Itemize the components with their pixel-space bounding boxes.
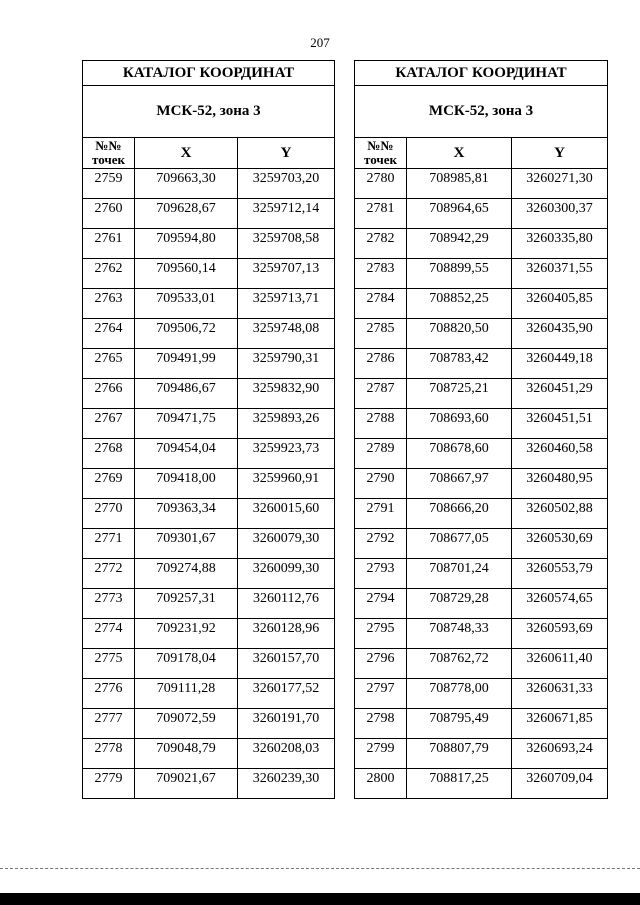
point-number-cell: 2766 [83,379,135,409]
table-row [355,529,608,559]
x-coordinate-cell: 709111,28 [135,679,238,709]
x-coordinate-cell: 708667,97 [407,469,512,499]
table-row [355,619,608,649]
point-number-cell: 2789 [355,439,407,469]
y-coordinate-cell: 3260460,58 [512,439,608,469]
point-number-cell: 2767 [83,409,135,439]
table-row [83,709,335,739]
catalog-title: КАТАЛОГ КООРДИНАТ [83,61,335,86]
table-row [355,439,608,469]
table-row [355,559,608,589]
y-coordinate-cell: 3260271,30 [512,169,608,199]
y-header: Y [512,138,608,169]
point-number-cell: 2788 [355,409,407,439]
point-number-header: №№ точек [355,138,407,169]
y-coordinate-cell: 3260574,65 [512,589,608,619]
y-coordinate-cell: 3260631,33 [512,679,608,709]
point-number-cell: 2776 [83,679,135,709]
table-row [83,199,335,229]
table-row [355,469,608,499]
coordinate-system-zone: МСК-52, зона 3 [83,86,335,138]
x-coordinate-cell: 708678,60 [407,439,512,469]
point-number-cell: 2787 [355,379,407,409]
point-number-cell: 2781 [355,199,407,229]
table-row [355,739,608,769]
x-coordinate-cell: 708729,28 [407,589,512,619]
y-coordinate-cell: 3260300,37 [512,199,608,229]
point-number-cell: 2762 [83,259,135,289]
table-row [83,679,335,709]
x-coordinate-cell: 709486,67 [135,379,238,409]
y-coordinate-cell: 3260553,79 [512,559,608,589]
point-number-cell: 2791 [355,499,407,529]
point-number-cell: 2779 [83,769,135,799]
point-number-cell: 2765 [83,349,135,379]
left-table-body [83,61,335,799]
x-coordinate-cell: 709628,67 [135,199,238,229]
x-coordinate-cell: 708820,50 [407,319,512,349]
y-coordinate-cell: 3260611,40 [512,649,608,679]
table-row [83,739,335,769]
point-number-cell: 2775 [83,649,135,679]
point-number-cell: 2786 [355,349,407,379]
y-coordinate-cell: 3260502,88 [512,499,608,529]
table-row [355,199,608,229]
x-coordinate-cell: 708701,24 [407,559,512,589]
y-coordinate-cell: 3260015,60 [238,499,335,529]
y-coordinate-cell: 3260480,95 [512,469,608,499]
x-coordinate-cell: 709560,14 [135,259,238,289]
table-row [83,349,335,379]
y-coordinate-cell: 3259712,14 [238,199,335,229]
y-coordinate-cell: 3259713,71 [238,289,335,319]
point-number-cell: 2764 [83,319,135,349]
y-coordinate-cell: 3260191,70 [238,709,335,739]
point-number-cell: 2770 [83,499,135,529]
y-coordinate-cell: 3260593,69 [512,619,608,649]
point-number-cell: 2794 [355,589,407,619]
table-row [83,619,335,649]
x-coordinate-cell: 709072,59 [135,709,238,739]
table-row [83,499,335,529]
y-coordinate-cell: 3260451,51 [512,409,608,439]
table-row [355,709,608,739]
x-header: X [407,138,512,169]
point-number-cell: 2768 [83,439,135,469]
point-number-cell: 2792 [355,529,407,559]
point-number-cell: 2795 [355,619,407,649]
coordinate-system-zone: МСК-52, зона 3 [355,86,608,138]
x-coordinate-cell: 708942,29 [407,229,512,259]
x-coordinate-cell: 709274,88 [135,559,238,589]
page-number: 207 [310,35,330,50]
x-coordinate-cell: 708899,55 [407,259,512,289]
table-row [83,169,335,199]
x-coordinate-cell: 709048,79 [135,739,238,769]
x-header: X [135,138,238,169]
table-row [355,229,608,259]
x-coordinate-cell: 709021,67 [135,769,238,799]
x-coordinate-cell: 708852,25 [407,289,512,319]
table-row [83,439,335,469]
y-coordinate-cell: 3260693,24 [512,739,608,769]
x-coordinate-cell: 708964,65 [407,199,512,229]
x-coordinate-cell: 709231,92 [135,619,238,649]
point-number-cell: 2799 [355,739,407,769]
point-number-cell: 2793 [355,559,407,589]
x-coordinate-cell: 708666,20 [407,499,512,529]
point-number-cell: 2777 [83,709,135,739]
point-number-cell: 2763 [83,289,135,319]
table-row [83,589,335,619]
y-coordinate-cell: 3260079,30 [238,529,335,559]
point-number-cell: 2780 [355,169,407,199]
point-number-cell: 2772 [83,559,135,589]
point-number-cell: 2759 [83,169,135,199]
y-coordinate-cell: 3260335,80 [512,229,608,259]
y-header: Y [238,138,335,169]
table-row [83,229,335,259]
x-coordinate-cell: 709301,67 [135,529,238,559]
point-number-cell: 2797 [355,679,407,709]
page-bottom-rule [0,868,640,869]
table-row [83,559,335,589]
y-coordinate-cell: 3260435,90 [512,319,608,349]
table-row [83,769,335,799]
x-coordinate-cell: 709533,01 [135,289,238,319]
table-row [355,679,608,709]
x-coordinate-cell: 708693,60 [407,409,512,439]
y-coordinate-cell: 3260449,18 [512,349,608,379]
table-row [355,409,608,439]
point-number-cell: 2774 [83,619,135,649]
x-coordinate-cell: 708795,49 [407,709,512,739]
y-coordinate-cell: 3259923,73 [238,439,335,469]
point-number-header: №№ точек [83,138,135,169]
right-table-body [355,61,608,799]
x-coordinate-cell: 709454,04 [135,439,238,469]
x-coordinate-cell: 708748,33 [407,619,512,649]
table-row [355,769,608,799]
y-coordinate-cell: 3259748,08 [238,319,335,349]
y-coordinate-cell: 3260239,30 [238,769,335,799]
x-coordinate-cell: 708807,79 [407,739,512,769]
y-coordinate-cell: 3260128,96 [238,619,335,649]
table-row [83,319,335,349]
x-coordinate-cell: 709418,00 [135,469,238,499]
point-number-cell: 2790 [355,469,407,499]
table-row [355,349,608,379]
x-coordinate-cell: 709471,75 [135,409,238,439]
x-coordinate-cell: 708985,81 [407,169,512,199]
scan-edge-band [0,893,640,905]
x-coordinate-cell: 709594,80 [135,229,238,259]
x-coordinate-cell: 709178,04 [135,649,238,679]
y-coordinate-cell: 3260709,04 [512,769,608,799]
point-number-cell: 2782 [355,229,407,259]
y-coordinate-cell: 3259893,26 [238,409,335,439]
point-number-cell: 2798 [355,709,407,739]
table-row [355,259,608,289]
x-coordinate-cell: 709663,30 [135,169,238,199]
table-row [355,169,608,199]
table-row [83,469,335,499]
table-row [83,379,335,409]
point-number-cell: 2778 [83,739,135,769]
point-number-cell: 2773 [83,589,135,619]
table-row [83,649,335,679]
point-number-cell: 2769 [83,469,135,499]
x-coordinate-cell: 708778,00 [407,679,512,709]
x-coordinate-cell: 708677,05 [407,529,512,559]
y-coordinate-cell: 3259790,31 [238,349,335,379]
table-row [355,379,608,409]
point-number-cell: 2783 [355,259,407,289]
x-coordinate-cell: 709363,34 [135,499,238,529]
x-coordinate-cell: 709506,72 [135,319,238,349]
table-row [83,529,335,559]
point-number-cell: 2771 [83,529,135,559]
y-coordinate-cell: 3259832,90 [238,379,335,409]
y-coordinate-cell: 3259703,20 [238,169,335,199]
point-number-cell: 2785 [355,319,407,349]
table-row [355,499,608,529]
y-coordinate-cell: 3260177,52 [238,679,335,709]
point-number-cell: 2784 [355,289,407,319]
point-number-cell: 2760 [83,199,135,229]
y-coordinate-cell: 3259708,58 [238,229,335,259]
y-coordinate-cell: 3260112,76 [238,589,335,619]
table-row [83,289,335,319]
table-row [355,649,608,679]
coordinate-catalog-table-right [354,60,608,799]
y-coordinate-cell: 3260371,55 [512,259,608,289]
x-coordinate-cell: 709491,99 [135,349,238,379]
x-coordinate-cell: 708725,21 [407,379,512,409]
y-coordinate-cell: 3260530,69 [512,529,608,559]
y-coordinate-cell: 3260671,85 [512,709,608,739]
x-coordinate-cell: 708783,42 [407,349,512,379]
point-number-cell: 2796 [355,649,407,679]
y-coordinate-cell: 3259960,91 [238,469,335,499]
x-coordinate-cell: 708817,25 [407,769,512,799]
x-coordinate-cell: 709257,31 [135,589,238,619]
y-coordinate-cell: 3260157,70 [238,649,335,679]
y-coordinate-cell: 3260099,30 [238,559,335,589]
y-coordinate-cell: 3260208,03 [238,739,335,769]
table-row [355,589,608,619]
table-row [355,289,608,319]
y-coordinate-cell: 3260405,85 [512,289,608,319]
point-number-cell: 2800 [355,769,407,799]
table-row [83,259,335,289]
table-row [355,319,608,349]
catalog-title: КАТАЛОГ КООРДИНАТ [355,61,608,86]
y-coordinate-cell: 3259707,13 [238,259,335,289]
coordinate-catalog-table-left [82,60,335,799]
point-number-cell: 2761 [83,229,135,259]
table-row [83,409,335,439]
y-coordinate-cell: 3260451,29 [512,379,608,409]
x-coordinate-cell: 708762,72 [407,649,512,679]
